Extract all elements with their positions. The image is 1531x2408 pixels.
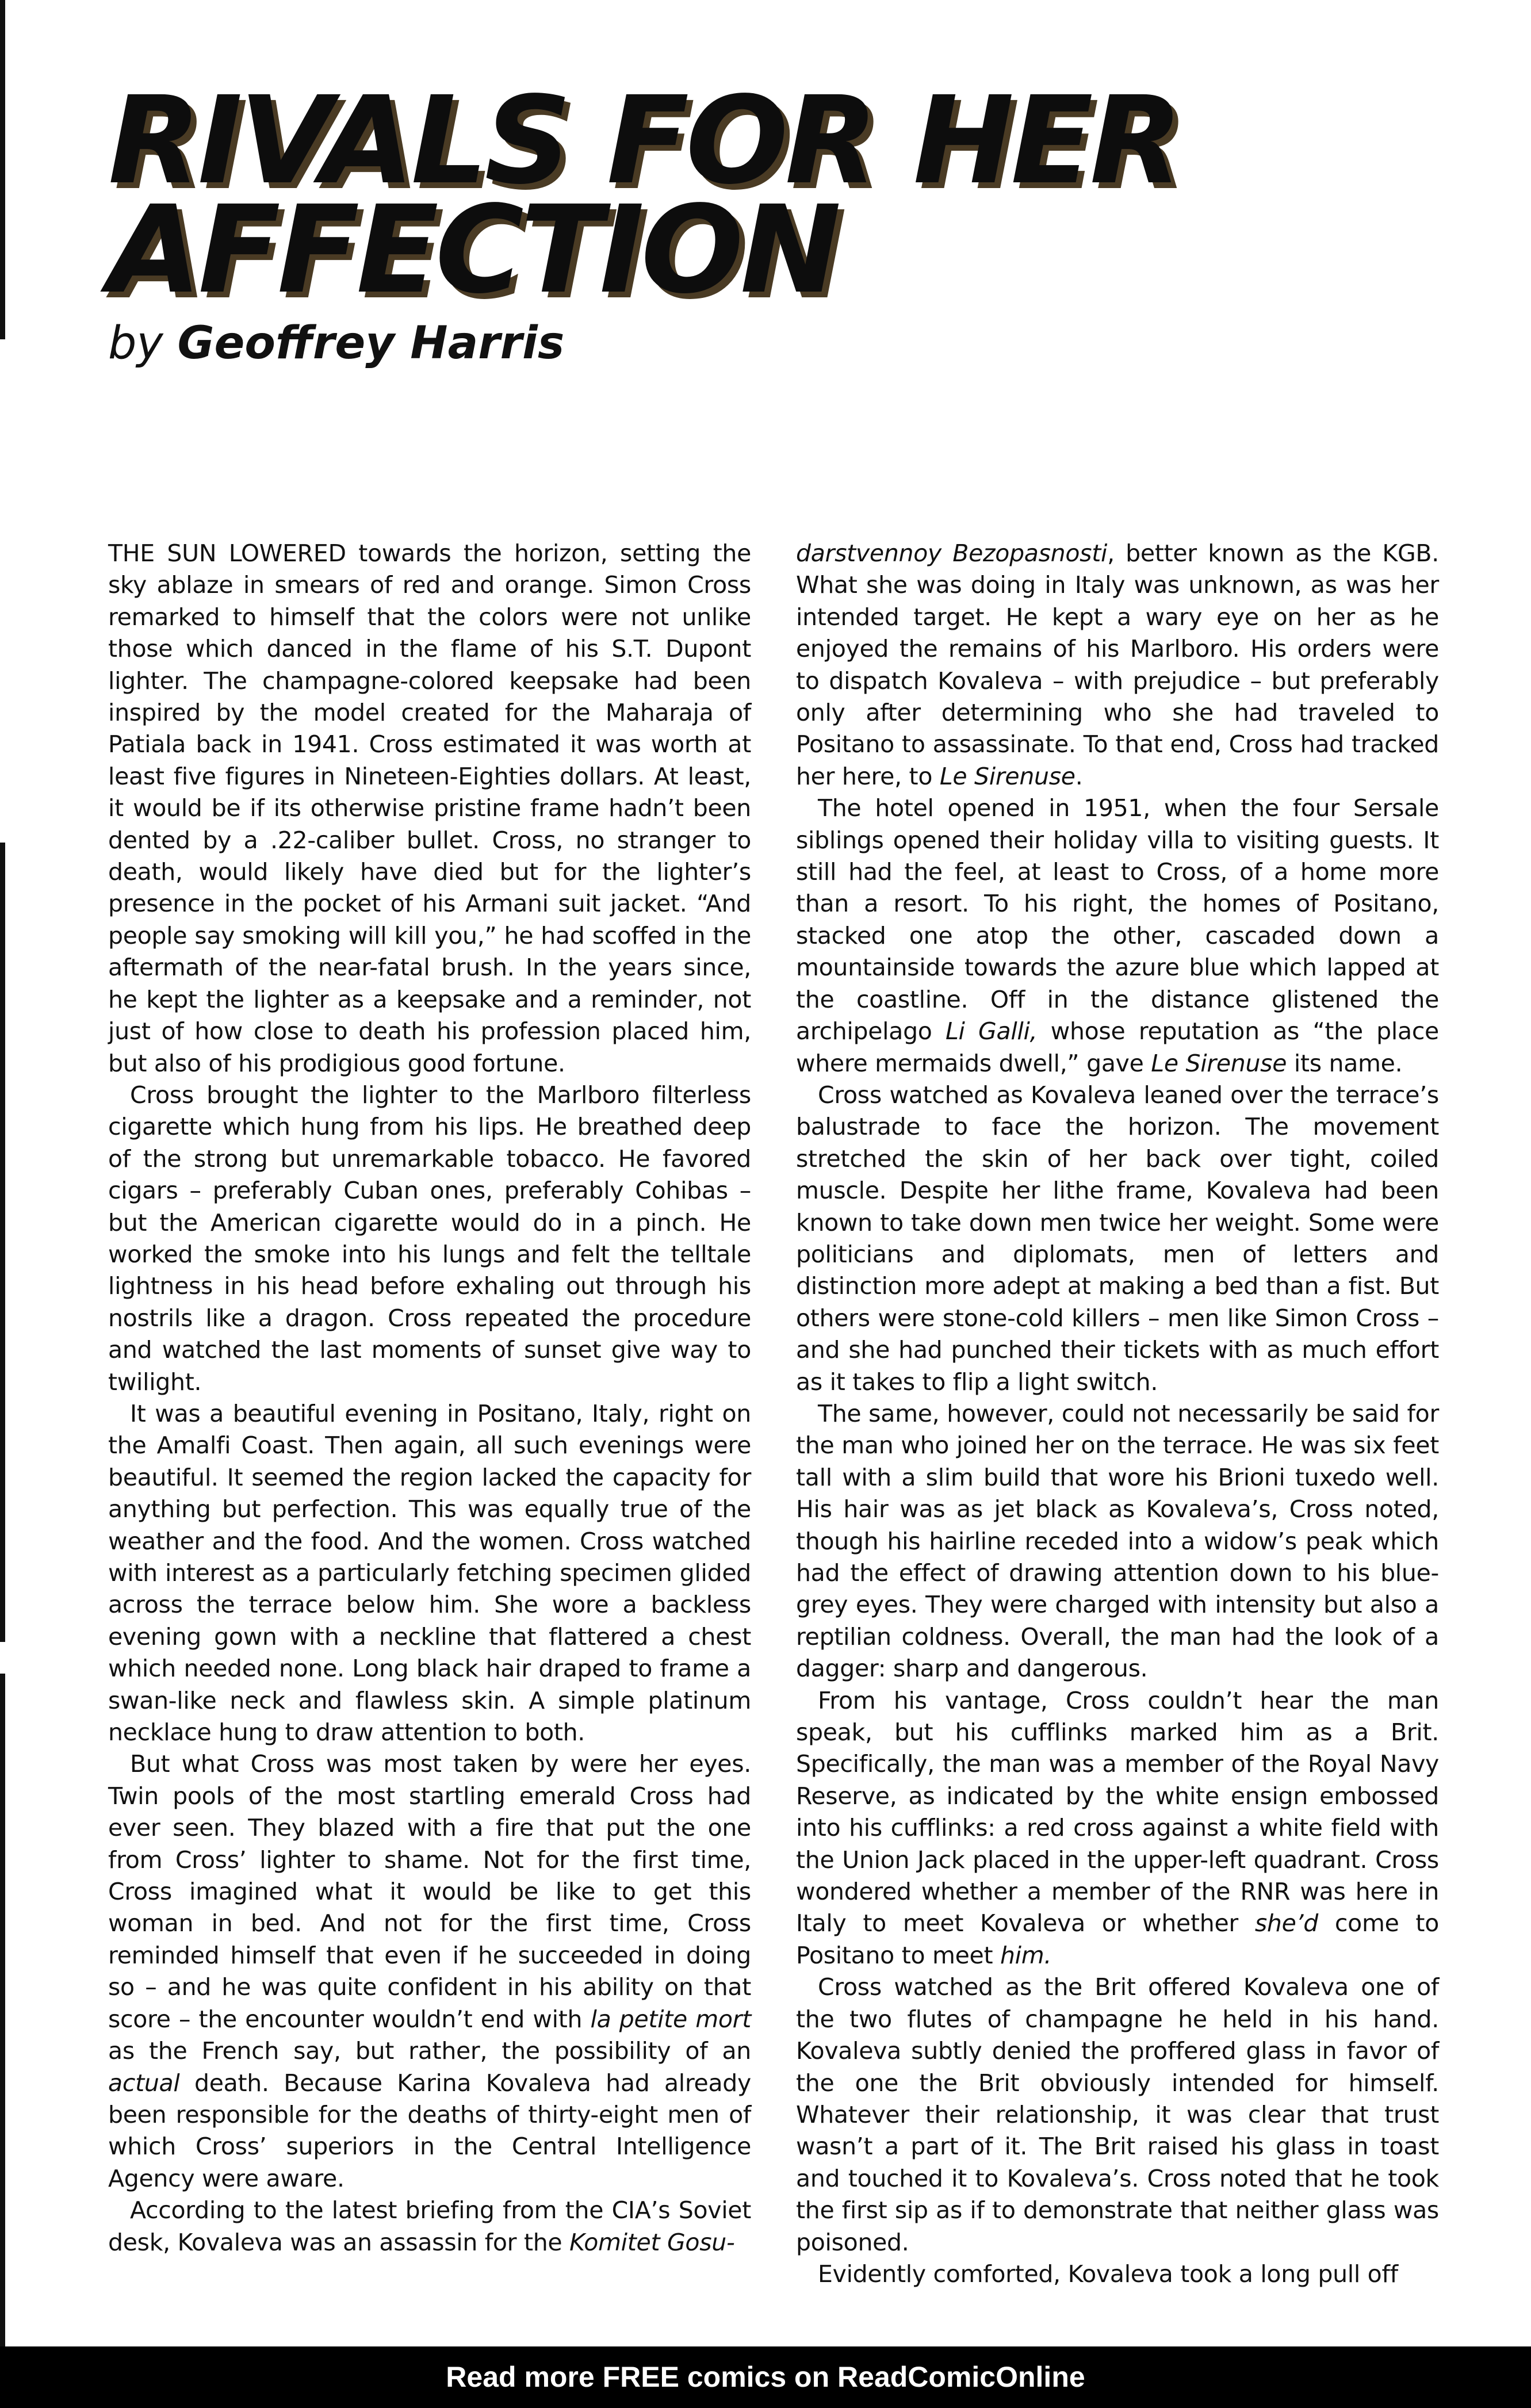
text-run: According to the latest briefing from the CIA’s Soviet desk, Kovaleva was an assassin for the: [108, 2196, 751, 2256]
paragraph: [796, 793, 1439, 1079]
byline-prefix: by: [108, 317, 163, 369]
italic-text: Le Sirenuse: [939, 762, 1075, 790]
italic-text: Le Sirenuse: [1151, 1049, 1287, 1077]
left-edge-bar-bottom: [0, 1674, 5, 2346]
text-run: The hotel opened in 1951, when the four Sersale siblings opened their holiday villa to visiting guests. It still had the feel, at least to Cross, of a home more than a resort. To his right, the homes of Positano, stacked one atop the other, cascaded down a mountainside towards the azure blue which lapped at the coastline. Off in the distance glistened the archipelago: [796, 794, 1439, 1046]
italic-text: la petite mort: [590, 2005, 751, 2033]
paragraph: Cross brought the lighter to the Marlboro filterless cigarette which hung from his lips. He breathed deep of the strong but unremarkable tobacco. He favored cigars – preferably Cuban ones, preferably Cohibas – but the American cigarette would do in a pinch. He worked the smoke into his lungs and felt the telltale lightness in his head before exhaling out through his nostrils like a dragon. Cross repeated the procedure and watched the last moments of sunset give way to twilight.: [108, 1081, 751, 1396]
text-run: But what Cross was most taken by were her eyes. Twin pools of the most startling emerald Cross had ever seen. They blazed with a fire that put the one from Cross’ lighter to shame. Not for the first time, Cross imagined what it would be like to get this woman in bed. And not for the first time, Cross reminded himself that even if he succeeded in doing so – and he was quite confident in his ability on that score – the encounter wouldn’t end with: [108, 1750, 751, 2033]
paragraph: Cross watched as Kovaleva leaned over the terrace’s balustrade to face the horizon. The movement stretched the skin of her back over tight, coiled muscle. Despite her lithe frame, Kovaleva had been known to take down men twice her weight. Some were politicians and diplomats, men of letters and distinction more adept at making a bed than a fist. But others were stone-cold killers – men like Simon Cross – and she had punched their tickets with as much effort as it takes to flip a light switch.: [796, 1081, 1439, 1396]
paragraph: THE SUN LOWERED towards the horizon, setting the sky ablaze in smears of red and orange. Simon Cross remarked to himself that the colors were not unlike those which danced in the flame of his S.T. Dupont lighter. The champagne-colored keepsake had been inspired by the model created for the Maharaja of Patiala back in 1941. Cross estimated it was worth at least five figures in Nineteen-Eighties dollars. At least, it would be if its otherwise pristine frame hadn’t been dented by a .22-caliber bullet. Cross, no stranger to death, would likely have died but for the lighter’s presence in the pocket of his Armani suit jacket. “And people say smoking will kill you,” he had scoffed in the aftermath of the near-fatal brush. In the years since, he kept the lighter as a keepsake and a reminder, not just of how close to death his profession placed him, but also of his prodigious good fortune.: [108, 539, 751, 1077]
paragraph: [796, 1685, 1439, 1972]
story-header: [108, 70, 1488, 369]
paragraph: Evidently comforted, Kovaleva took a long pull off: [818, 2260, 1398, 2288]
author-name: Geoffrey Harris: [177, 317, 565, 369]
italic-text: Komitet Gosu-: [569, 2228, 735, 2256]
italic-text: actual: [108, 2069, 180, 2097]
paragraph: It was a beautiful evening in Positano, Italy, right on the Amalfi Coast. Then again, all such evenings were beautiful. It seemed the region lacked the capacity for anything but perfection. This was equally true of the weather and the food. And the women. Cross watched with interest as a particularly fetching specimen glided across the terrace below him. She wore a backless evening gown with a neckline that flattered a chest which needed none. Long black hair draped to frame a swan-like neck and flawless skin. A simple platinum necklace hung to draw attention to both.: [108, 1399, 751, 1747]
paragraph: [796, 538, 1439, 793]
title-line-1: RIVALS FOR HER: [108, 70, 1180, 211]
text-run: From his vantage, Cross couldn’t hear the man speak, but his cufflinks marked him as a Brit. Specifically, the man was a member of the Royal Navy Reserve, as indicated by the white ensign embossed into his cufflinks: a red cross against a white field with the Union Jack placed in the upper-left quadrant. Cross wondered whether a member of the RNR was here in Italy to meet Kovaleva or whether: [796, 1686, 1439, 1938]
promo-footer-banner[interactable]: [0, 2346, 1531, 2408]
italic-text: Li Galli,: [945, 1017, 1038, 1046]
paragraph: Cross watched as the Brit offered Kovaleva one of the two flutes of champagne he held in his hand. Kovaleva subtly denied the proffered glass in favor of the one the Brit obviously intended for himself. Whatever their relationship, it was clear that trust wasn’t a part of it. The Brit raised his glass in toast and touched it to Kovaleva’s. Cross noted that he took the first sip as if to demonstrate that neither glass was poisoned.: [796, 1973, 1439, 2256]
paragraph: [108, 1748, 751, 2195]
text-run: come to Positano to meet: [796, 1909, 1439, 1969]
italic-text: darstvennoy Bezopasnosti: [796, 539, 1108, 567]
text-run: , better known as the KGB. What she was doing in Italy was unknown, as was her intended target. He kept a wary eye on her as he enjoyed the remains of his Marlboro. His orders were to dispatch Kovaleva – with prejudice – but preferably only after determining who she had traveled to Positano to assassinate. To that end, Cross had tracked her here, to: [796, 539, 1439, 790]
left-edge-bar-top: [0, 0, 5, 339]
promo-footer-text[interactable]: Read more FREE comics on ReadComicOnline: [446, 2361, 1085, 2393]
title-line-2: AFFECTION: [108, 179, 838, 320]
article-column-left: [108, 538, 751, 2258]
text-run: its name.: [1287, 1049, 1403, 1077]
byline: [108, 317, 1488, 369]
text-run: whose reputation as “the place where mermaids dwell,” gave: [796, 1017, 1439, 1077]
paragraph: The same, however, could not necessarily be said for the man who joined her on the terrace. He was six feet tall with a slim build that wore his Brioni tuxedo well. His hair was as jet black as Kovaleva’s, Cross noted, though his hairline receded into a widow’s peak which had the effect of drawing attention down to his blue-grey eyes. They were charged with intensity but also a reptilian coldness. Overall, the man had the look of a dagger: sharp and dangerous.: [796, 1399, 1439, 1683]
paragraph: [108, 2195, 751, 2258]
text-run: .: [1075, 762, 1083, 790]
story-title: [108, 70, 1488, 320]
left-edge-bar-middle: [0, 843, 5, 1642]
italic-text: she’d: [1254, 1909, 1318, 1938]
article-column-right: [796, 538, 1439, 2290]
italic-text: him.: [1000, 1941, 1052, 1969]
text-run: as the French say, but rather, the possibility of an: [108, 2037, 751, 2065]
text-run: death. Because Karina Kovaleva had already been responsible for the deaths of thirty-eight men of which Cross’ superiors in the Central Intelligence Agency were aware.: [108, 2069, 751, 2192]
